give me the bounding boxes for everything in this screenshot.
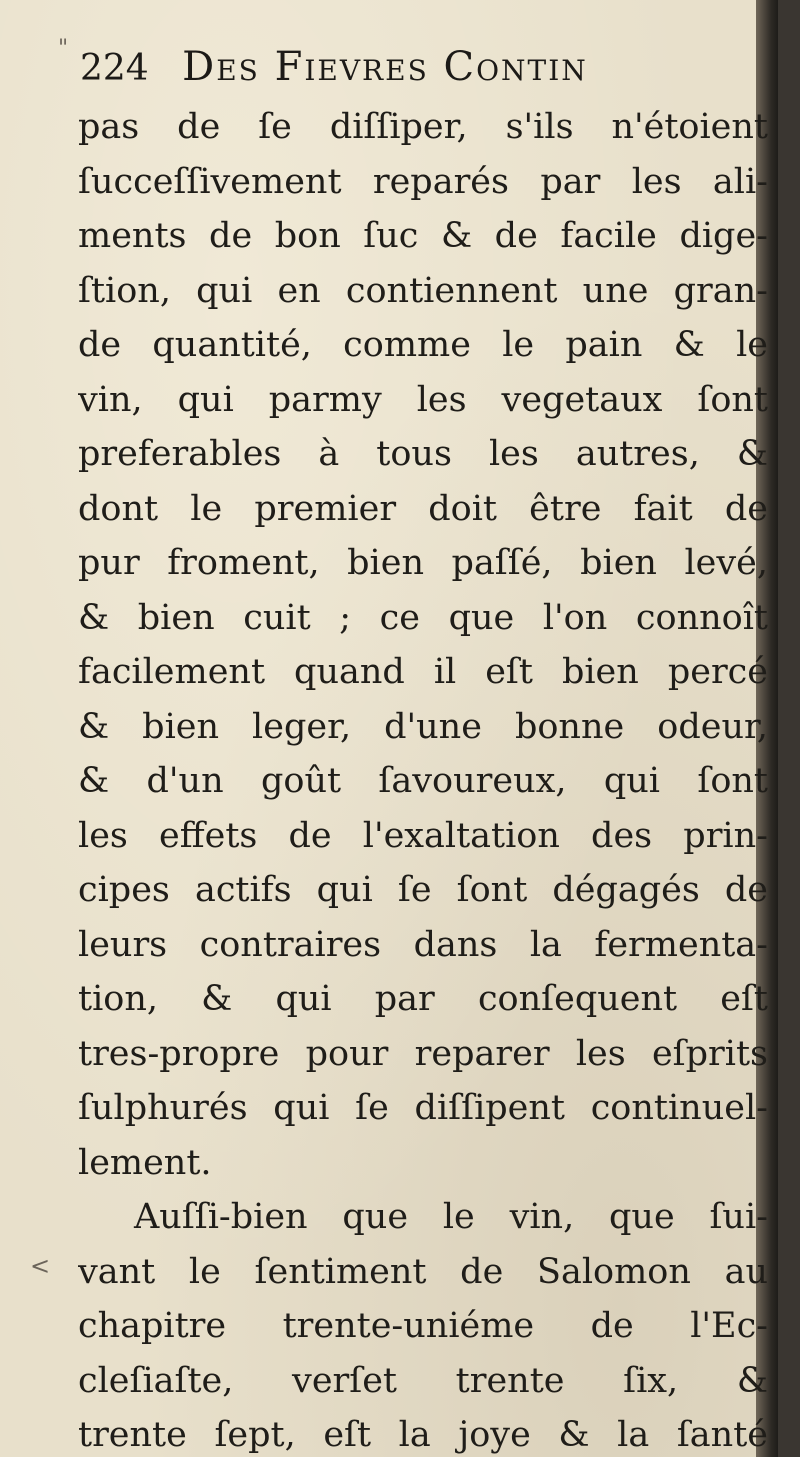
margin-mark: < <box>30 1252 51 1280</box>
running-head: Des Fievres Contin <box>182 44 588 90</box>
paragraph-2 <box>78 1190 768 1457</box>
text-line: lement. <box>78 1142 212 1183</box>
paragraph-1 <box>78 100 768 1190</box>
body-text <box>78 100 768 1457</box>
page-number: 224 <box>80 48 149 89</box>
text-line: vin, qui parmy les vegetaux ſont <box>78 379 768 420</box>
text-line: & d'un goût ſavoureux, qui ſont <box>78 761 768 801</box>
text-line: Auſſi-bien que le vin, que ſui- <box>134 1197 768 1237</box>
text-line: leurs contraires dans la fermenta- <box>78 924 768 965</box>
text-line: tion, & qui par conſequent eſt <box>78 979 768 1019</box>
text-line: dont le premier doit être fait de <box>78 488 768 529</box>
text-line: pas de ſe diſſiper, s'ils n'étoient <box>78 107 768 147</box>
ink-mark: " <box>58 36 69 61</box>
text-line: tres-propre pour reparer les eſprits <box>78 1033 768 1074</box>
text-line: trente ſept, eſt la joye & la ſanté <box>78 1415 768 1455</box>
text-line: vant le ſentiment de Salomon au <box>78 1251 768 1292</box>
text-line: les effets de l'exaltation des prin- <box>78 815 768 856</box>
text-line: de quantité, comme le pain & le <box>78 325 768 365</box>
text-line: ments de bon ſuc & de facile dige- <box>78 216 768 256</box>
text-line: ſtion, qui en contiennent une gran- <box>78 270 768 311</box>
text-line: facilement quand il eſt bien percé <box>78 652 768 692</box>
text-line: preferables à tous les autres, & <box>78 434 768 474</box>
text-line: & bien leger, d'une bonne odeur, <box>78 706 768 747</box>
text-line: & bien cuit ; ce que l'on connoît <box>78 597 768 638</box>
text-line: cipes actifs qui ſe ſont dégagés de <box>78 870 768 910</box>
text-line: cleſiaſte, verſet trente ſix, & <box>78 1360 768 1401</box>
text-line: ſucceſſivement reparés par les ali- <box>78 161 768 202</box>
text-line: ſulphurés qui ſe diſſipent continuel- <box>78 1088 768 1128</box>
text-line: chapitre trente-uniéme de l'Ec- <box>78 1306 768 1346</box>
text-line: pur froment, bien paſſé, bien levé, <box>78 543 768 583</box>
